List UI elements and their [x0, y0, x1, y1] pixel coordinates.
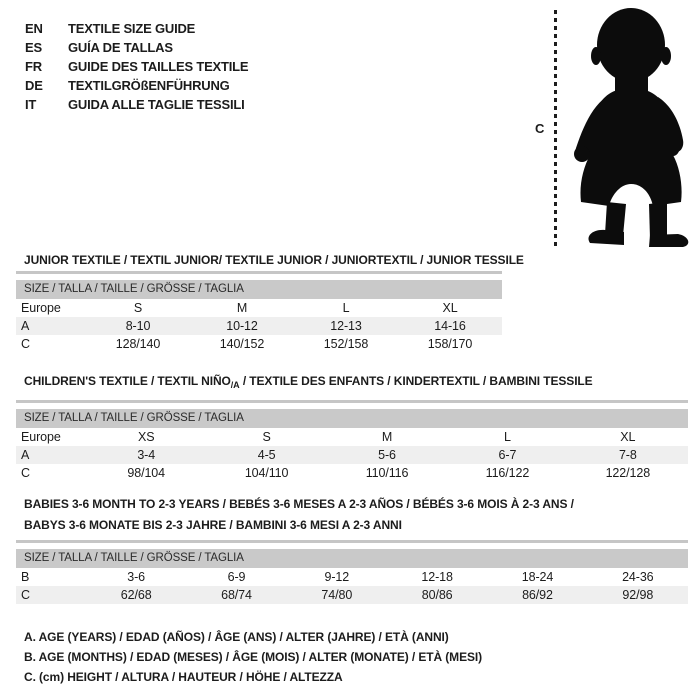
- height-measure-label: C: [535, 121, 545, 136]
- table-cell: 152/158: [323, 337, 369, 351]
- language-code: ES: [25, 40, 42, 55]
- language-row-de: [25, 76, 248, 95]
- table-cell: 12-18: [421, 570, 453, 584]
- children-section-heading: [24, 374, 688, 390]
- table-cell: 158/170: [427, 337, 473, 351]
- babies-heading-line: [24, 515, 688, 536]
- table-top-rule: [16, 400, 688, 403]
- table-cell: 5-6: [378, 448, 396, 462]
- row-label: B: [21, 570, 30, 584]
- footnote-c: C. (cm) HEIGHT / ALTURA / HAUTEUR / HÖHE / ALTEZZA: [24, 670, 343, 684]
- language-title: TEXTILGRÖßENFÜHRUNG: [68, 78, 230, 93]
- table-cell: 98/104: [127, 466, 166, 480]
- table-row-c: [16, 586, 688, 604]
- table-cell: L: [503, 430, 511, 444]
- table-row-c: [16, 335, 502, 353]
- table-row-b: [16, 568, 688, 586]
- language-row-it: [25, 95, 248, 114]
- table-cell: XS: [137, 430, 155, 444]
- table-cell: 14-16: [434, 319, 466, 333]
- babies-heading-line: [24, 494, 688, 515]
- junior-heading-line: [24, 253, 524, 268]
- language-title: GUÍA DE TALLAS: [68, 40, 173, 55]
- row-label: Europe: [21, 430, 61, 444]
- table-cell: 6-9: [227, 570, 246, 584]
- language-title-list: [25, 19, 248, 114]
- table-cell: 12-13: [330, 319, 362, 333]
- table-cell: 68/74: [221, 588, 252, 602]
- table-cell: 18-24: [521, 570, 554, 584]
- table-cell: 116/122: [485, 466, 530, 480]
- footnote-a: A. AGE (YEARS) / EDAD (AÑOS) / ÂGE (ANS) / ALTER (JAHRE) / ETÀ (ANNI): [24, 630, 449, 644]
- language-code: DE: [25, 78, 43, 93]
- size-header-bar: SIZE / TALLA / TAILLE / GRÖSSE / TAGLIA: [16, 549, 688, 568]
- childrens-textile-section: [16, 374, 688, 482]
- table-top-rule: [16, 271, 502, 274]
- language-code: EN: [25, 21, 43, 36]
- table-cell: 10-12: [226, 319, 258, 333]
- table-cell: 4-5: [257, 448, 276, 462]
- table-cell: 6-7: [498, 448, 517, 462]
- row-label: A: [21, 319, 30, 333]
- table-cell: 24-36: [622, 570, 654, 584]
- table-cell: 74/80: [321, 588, 353, 602]
- table-cell: S: [133, 301, 143, 315]
- table-row-a: [16, 317, 502, 335]
- heading-text: BABIES 3-6 MONTH TO 2-3 YEARS / BEBÉS 3-6 MESES A 2-3 AÑOS / BÉBÉS 3-6 MOIS À 2-3 ANS /: [24, 497, 574, 511]
- toddler-silhouette-icon: [562, 5, 696, 247]
- table-row-c: [16, 464, 688, 482]
- size-header-bar: SIZE / TALLA / TAILLE / GRÖSSE / TAGLIA: [16, 280, 502, 299]
- table-cell: 104/110: [244, 466, 289, 480]
- table-cell: 92/98: [622, 588, 654, 602]
- row-label: C: [21, 466, 30, 480]
- heading-text: BABYS 3-6 MONATE BIS 2-3 JAHRE / BAMBINI 3-6 MESI A 2-3 ANNI: [24, 518, 402, 532]
- row-label: Europe: [21, 301, 61, 315]
- table-cell: XL: [442, 301, 458, 315]
- table-cell: 3-4: [137, 448, 156, 462]
- language-row-en: [25, 19, 248, 38]
- table-cell: 110/116: [365, 466, 409, 480]
- heading-text: /A: [230, 380, 240, 390]
- language-code: IT: [25, 97, 37, 112]
- table-cell: 3-6: [127, 570, 146, 584]
- babies-section-heading: [24, 494, 688, 536]
- table-cell: M: [381, 430, 393, 444]
- table-cell: 122/128: [605, 466, 651, 480]
- table-cell: 62/68: [120, 588, 152, 602]
- row-label: C: [21, 588, 30, 602]
- table-top-rule: [16, 540, 688, 543]
- language-row-es: [25, 38, 248, 57]
- junior-section-heading: [24, 253, 524, 268]
- language-code: FR: [25, 59, 42, 74]
- table-cell: 7-8: [618, 448, 637, 462]
- table-cell: 8-10: [125, 319, 151, 333]
- language-title: TEXTILE SIZE GUIDE: [68, 21, 196, 36]
- table-cell: XL: [620, 430, 636, 444]
- table-row-europe: [16, 299, 502, 317]
- babies-textile-section: [16, 494, 688, 604]
- footnotes: [24, 627, 482, 687]
- heading-text: JUNIOR TEXTILE / TEXTIL JUNIOR/ TEXTILE JUNIOR / JUNIORTEXTIL / JUNIOR TESSILE: [24, 253, 524, 267]
- children-heading-line: [24, 374, 688, 390]
- table-cell: 140/152: [219, 337, 265, 351]
- table-cell: 128/140: [115, 337, 161, 351]
- heading-text: CHILDREN'S TEXTILE / TEXTIL NIÑO: [24, 374, 231, 388]
- table-row-a: [16, 446, 688, 464]
- row-label: C: [21, 337, 30, 351]
- language-title: GUIDA ALLE TAGLIE TESSILI: [68, 97, 245, 112]
- row-label: A: [21, 448, 30, 462]
- footnote-b: B. AGE (MONTHS) / EDAD (MESES) / ÂGE (MOIS) / ALTER (MONATE) / ETÀ (MESI): [24, 650, 483, 664]
- size-header-bar: SIZE / TALLA / TAILLE / GRÖSSE / TAGLIA: [16, 409, 688, 428]
- language-row-fr: [25, 57, 248, 76]
- table-cell: 80/86: [421, 588, 453, 602]
- table-cell: M: [236, 301, 248, 315]
- table-cell: L: [342, 301, 350, 315]
- junior-textile-section: [16, 253, 524, 353]
- table-cell: S: [262, 430, 271, 444]
- language-title: GUIDE DES TAILLES TEXTILE: [68, 59, 249, 74]
- table-row-europe: [16, 428, 688, 446]
- table-cell: 9-12: [324, 570, 350, 584]
- table-cell: 86/92: [522, 588, 553, 602]
- heading-text: / TEXTILE DES ENFANTS / KINDERTEXTIL / BAMBINI TESSILE: [239, 374, 593, 388]
- height-dashed-line: [554, 10, 557, 246]
